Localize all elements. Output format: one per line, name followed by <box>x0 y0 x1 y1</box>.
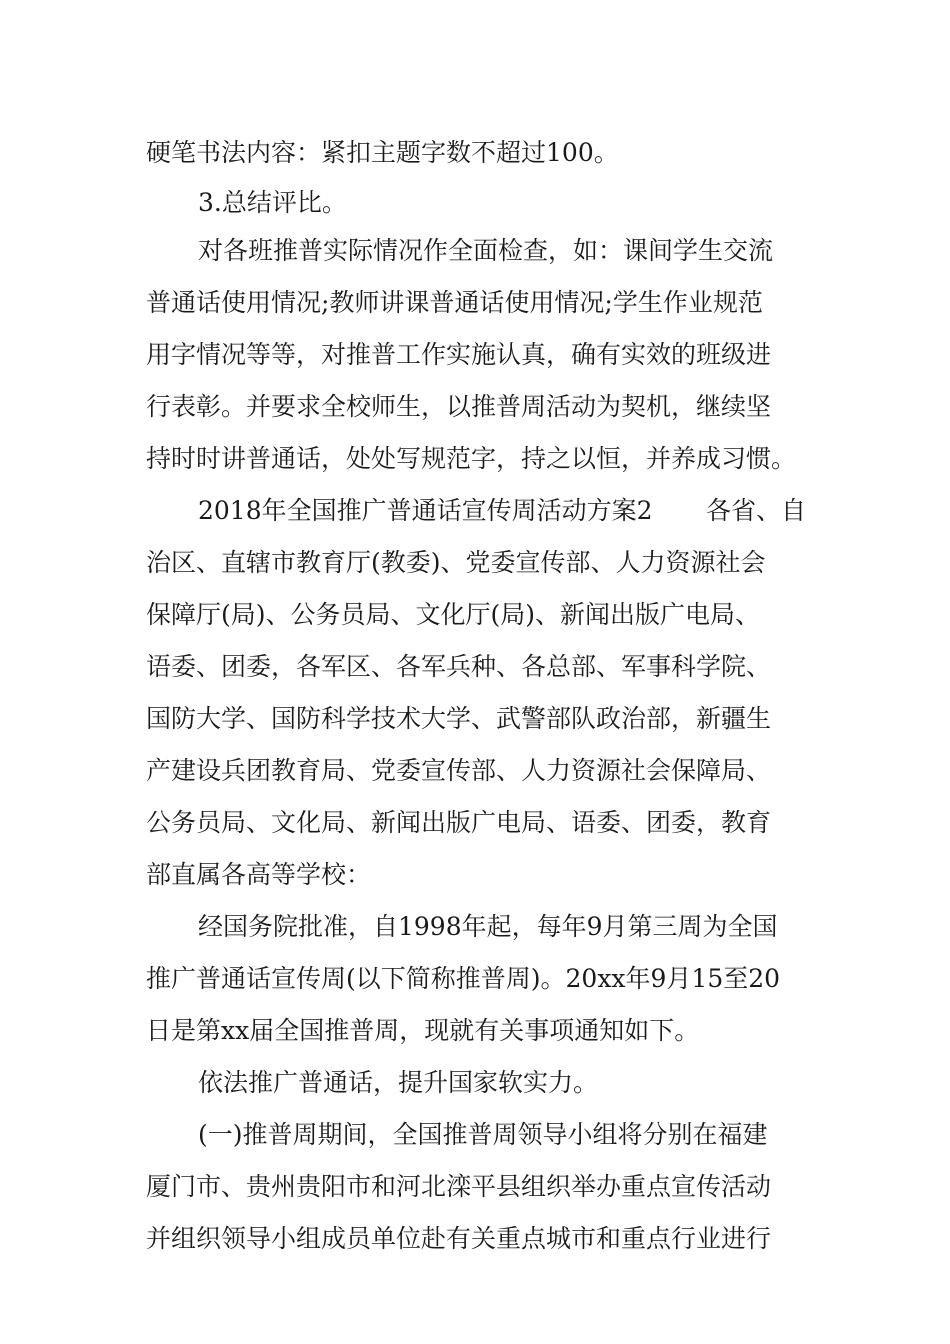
text-line <box>0 952 950 1006</box>
text-line <box>0 432 950 486</box>
text-line-content: 国防大学、国防科学技术大学、武警部队政治部，新疆生 <box>146 704 772 733</box>
text-line-content: 部直属各高等学校： <box>146 860 372 889</box>
text-line <box>0 276 950 330</box>
text-line <box>0 126 950 180</box>
text-line <box>0 1108 950 1162</box>
text-line <box>0 900 950 954</box>
text-line-content: 3.总结评比。 <box>198 188 347 217</box>
text-line <box>0 380 950 434</box>
text-line <box>0 328 950 382</box>
text-line-content: 日是第xx届全国推普周，现就有关事项通知如下。 <box>146 1016 700 1045</box>
text-line-content: 治区、直辖市教育厅(教委)、党委宣传部、人力资源社会 <box>146 548 766 577</box>
text-line-content: 推广普通话宣传周(以下简称推普周)。20xx年9月15至20 <box>146 964 781 993</box>
text-line <box>0 536 950 590</box>
text-line-content: 持时时讲普通话，处处写规范字，持之以恒，并养成习惯。 <box>146 444 797 473</box>
text-line-content: 对各班推普实际情况作全面检查，如：课间学生交流 <box>198 236 774 265</box>
text-line-content: 硬笔书法内容：紧扣主题字数不超过100。 <box>146 138 619 167</box>
text-line <box>0 744 950 798</box>
plan-title: 2018年全国推广普通话宣传周活动方案2 <box>198 496 653 525</box>
text-line-content: 厦门市、贵州贵阳市和河北滦平县组织举办重点宣传活动 <box>146 1172 772 1201</box>
text-line-content: 行表彰。并要求全校师生，以推普周活动为契机，继续坚 <box>146 392 772 421</box>
text-line <box>0 588 950 642</box>
text-line-content: 产建设兵团教育局、党委宣传部、人力资源社会保障局、 <box>146 756 772 785</box>
text-line <box>0 640 950 694</box>
text-line-content: 用字情况等等，对推普工作实施认真，确有实效的班级进 <box>146 340 772 369</box>
text-line-content: 并组织领导小组成员单位赴有关重点城市和重点行业进行 <box>146 1224 772 1253</box>
text-line <box>0 848 950 902</box>
text-line-content: 公务员局、文化局、新闻出版广电局、语委、团委，教育 <box>146 808 772 837</box>
addressee-start: 各省、自 <box>706 496 807 525</box>
text-line-content: 普通话使用情况;教师讲课普通话使用情况;学生作业规范 <box>146 288 763 317</box>
text-line-content: 经国务院批准，自1998年起，每年9月第三周为全国 <box>198 912 778 941</box>
text-line <box>0 692 950 746</box>
text-line-content: 保障厅(局)、公务员局、文化厅(局)、新闻出版广电局、 <box>146 600 761 629</box>
text-line <box>0 1160 950 1214</box>
text-line <box>0 1056 950 1110</box>
text-line <box>0 796 950 850</box>
text-line-content: (一)推普周期间，全国推普周领导小组将分别在福建 <box>198 1120 768 1149</box>
text-line-content: 语委、团委，各军区、各军兵种、各总部、军事科学院、 <box>146 652 772 681</box>
text-line-content: 依法推广普通话，提升国家软实力。 <box>198 1068 599 1097</box>
text-line <box>0 176 950 230</box>
text-line <box>0 1212 950 1266</box>
text-line <box>0 484 950 538</box>
text-line <box>0 1004 950 1058</box>
text-line <box>0 224 950 278</box>
